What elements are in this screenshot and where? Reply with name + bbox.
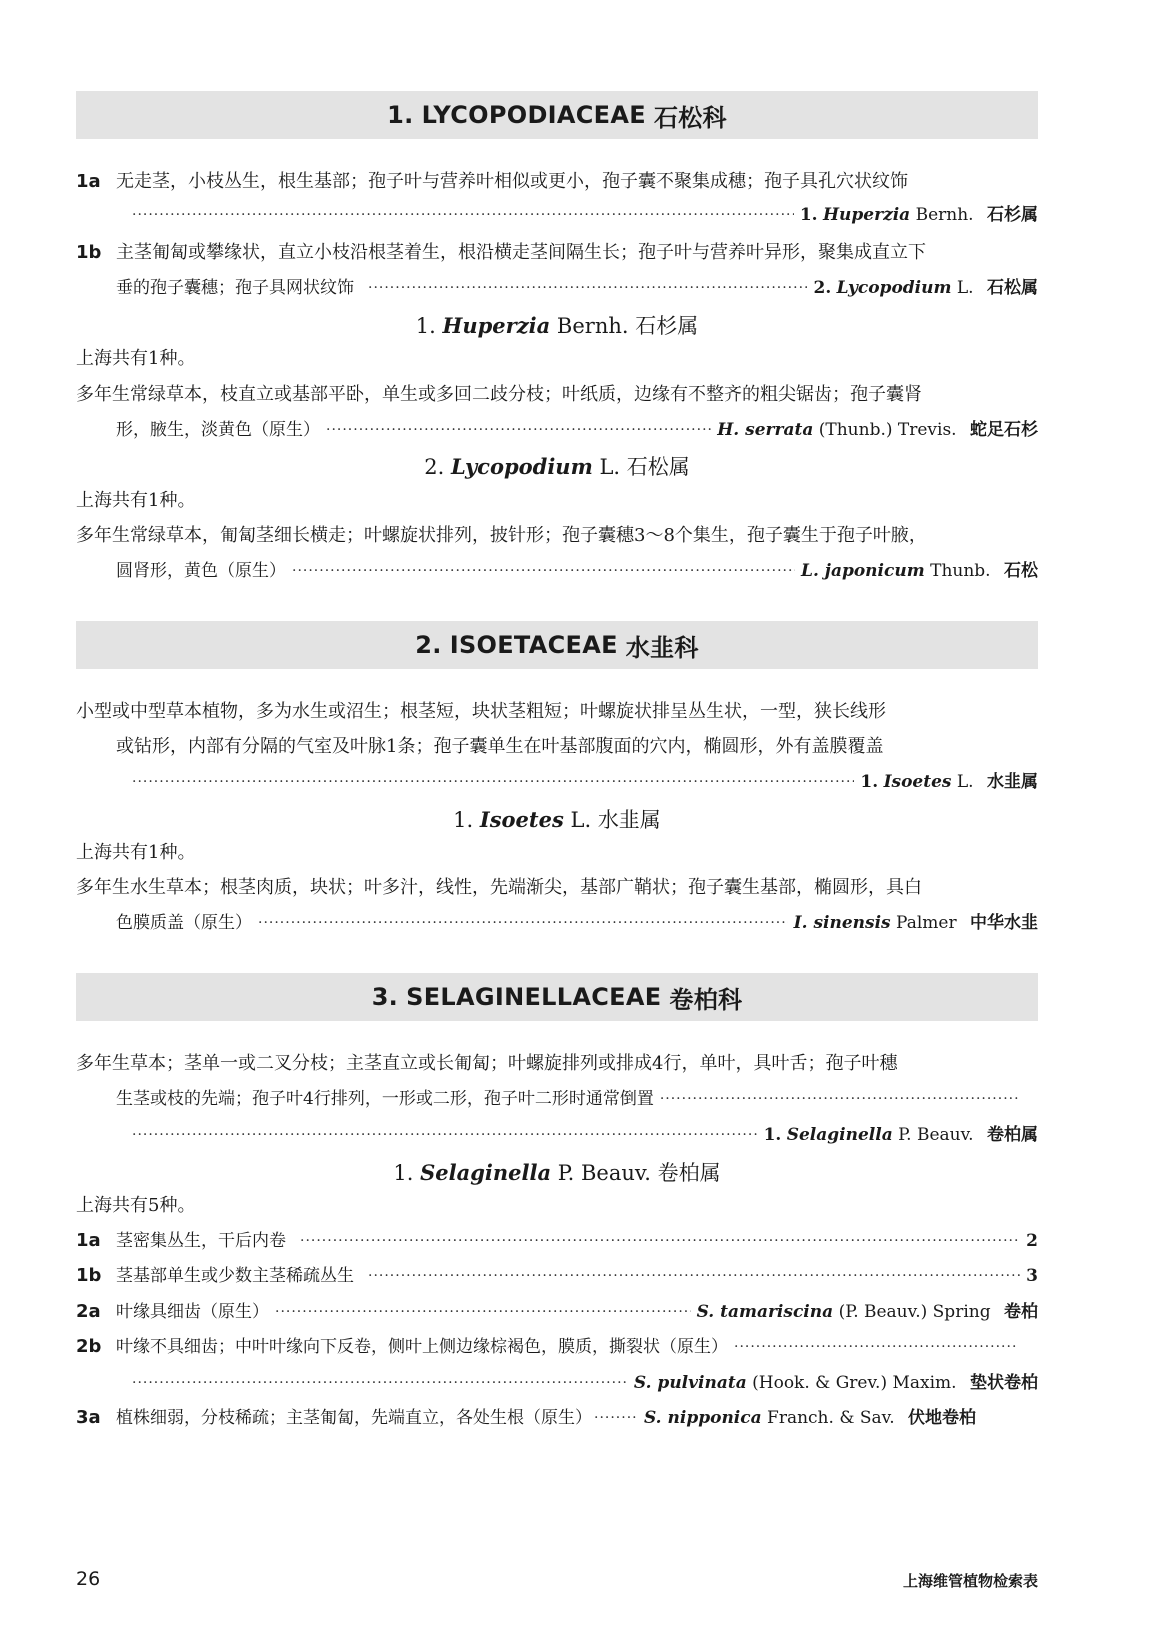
family-header-selaginellaceae <box>76 973 1038 1021</box>
key-line-2b <box>76 1332 1038 1362</box>
species-chinese-name: 伏地卷柏 <box>908 1408 977 1428</box>
species-author: (P. Beauv.) Spring <box>838 1302 991 1322</box>
species-entry-l-japonicum <box>76 556 1038 586</box>
genus-number: 2. <box>424 455 445 479</box>
species-entry-i-sinensis <box>76 908 1038 938</box>
key-code: 1b <box>76 242 102 263</box>
species-count: 上海共有1种。 <box>76 842 196 863</box>
species-author: Franch. & Sav. <box>767 1408 895 1428</box>
key-line-1b <box>76 1261 1038 1291</box>
species-author: (Thunb.) Trevis. <box>818 420 957 440</box>
description-text: 生茎或枝的先端；孢子叶4行排列，一形或二形，孢子叶二形时通常倒置 <box>116 1089 654 1109</box>
genus-author: L. <box>570 808 592 832</box>
result-number: 1. <box>860 772 879 792</box>
running-footer-title: 上海维管植物检索表 <box>902 1572 1038 1590</box>
genus-heading-huperzia <box>76 309 1038 343</box>
leader-dots <box>132 1120 758 1150</box>
key-line-3a <box>76 1403 1038 1433</box>
result-chinese-name: 石杉属 <box>987 205 1038 225</box>
family-number: 1. <box>387 101 414 129</box>
key-line-1b <box>76 238 1038 268</box>
genus-scientific-name: Lycopodium <box>450 454 593 479</box>
species-chinese-name: 卷柏 <box>1004 1302 1038 1322</box>
genus-number: 1. <box>415 314 436 338</box>
key-text: 茎密集丛生，干后内卷 <box>116 1231 286 1251</box>
species-author: Palmer <box>896 913 957 933</box>
family-number: 2. <box>415 631 442 659</box>
species-entry-h-serrata <box>76 415 1038 445</box>
result-author: P. Beauv. <box>898 1125 974 1145</box>
leader-dots <box>258 908 788 938</box>
species-count: 上海共有1种。 <box>76 490 196 511</box>
result-author: L. <box>956 772 974 792</box>
leader-dots <box>594 1403 638 1433</box>
family-description-line: 小型或中型草本植物，多为水生或沼生；根茎短，块状茎粗短；叶螺旋状排呈丛生状，一型，狭长线形 <box>76 701 886 722</box>
family-latin-name: ISOETACEAE <box>449 631 618 659</box>
key-line-2b-result <box>76 1368 1038 1398</box>
genus-scientific-name: Isoetes <box>479 807 564 832</box>
family-description-result <box>76 767 1038 797</box>
result-number: 1. <box>799 205 818 225</box>
family-chinese-name: 石松科 <box>653 103 727 132</box>
result-scientific-name: Lycopodium <box>836 278 952 298</box>
result-number: 2. <box>813 278 832 298</box>
family-latin-name: LYCOPODIACEAE <box>421 101 646 129</box>
genus-heading-selaginella <box>76 1156 1038 1190</box>
species-scientific-name: S. nipponica <box>644 1408 762 1428</box>
genus-number: 1. <box>393 1161 414 1185</box>
description-text: 色膜质盖（原生） <box>116 913 252 933</box>
genus-heading-lycopodium <box>76 450 1038 484</box>
family-number: 3. <box>371 983 399 1011</box>
leader-dots <box>368 273 807 303</box>
result-scientific-name: Isoetes <box>883 772 952 792</box>
key-line-2a <box>76 1297 1038 1327</box>
key-code: 1b <box>76 1265 102 1286</box>
key-target: 3 <box>1026 1266 1038 1286</box>
genus-scientific-name: Huperzia <box>442 313 551 338</box>
family-header-isoetaceae <box>76 621 1038 669</box>
species-author: Thunb. <box>930 561 991 581</box>
leader-dots <box>132 200 794 230</box>
family-description-line: 或钻形，内部有分隔的气室及叶脉1条；孢子囊单生在叶基部腹面的穴内，椭圆形，外有盖膜覆盖 <box>116 736 884 757</box>
species-chinese-name: 蛇足石杉 <box>970 420 1038 440</box>
family-latin-name: SELAGINELLACEAE <box>406 983 662 1011</box>
key-code: 2b <box>76 1336 102 1357</box>
species-scientific-name: L. japonicum <box>801 561 925 581</box>
species-scientific-name: H. serrata <box>717 420 814 440</box>
family-chinese-name: 卷柏科 <box>669 985 743 1014</box>
key-line-1a <box>76 167 1038 197</box>
key-code: 1a <box>76 1230 101 1251</box>
species-scientific-name: S. pulvinata <box>633 1373 747 1393</box>
key-text: 无走茎，小枝丛生，根生基部；孢子叶与营养叶相似或更小，孢子囊不聚集成穗；孢子具孔穴状纹饰 <box>116 171 908 192</box>
result-chinese-name: 石松属 <box>987 278 1038 298</box>
key-line-1a-result <box>76 200 1038 230</box>
result-number: 1. <box>763 1125 782 1145</box>
genus-author: P. Beauv. <box>557 1161 651 1185</box>
key-text: 垂的孢子囊穗；孢子具网状纹饰 <box>116 278 354 298</box>
result-chinese-name: 水韭属 <box>987 772 1038 792</box>
family-header-lycopodiaceae <box>76 91 1038 139</box>
description-text: 圆肾形，黄色（原生） <box>116 561 286 581</box>
family-description-result <box>76 1120 1038 1150</box>
leader-dots <box>292 556 795 586</box>
result-scientific-name: Selaginella <box>786 1125 893 1145</box>
key-line-1b-result <box>76 273 1038 303</box>
species-chinese-name: 中华水韭 <box>970 913 1038 933</box>
family-description-line <box>76 1084 1038 1114</box>
species-chinese-name: 石松 <box>1004 561 1038 581</box>
genus-description-line: 多年生水生草本；根茎肉质，块状；叶多汁，线性，先端渐尖，基部广鞘状；孢子囊生基部，椭圆形，具白 <box>76 877 922 898</box>
key-line-1a <box>76 1226 1038 1256</box>
genus-description-line: 多年生常绿草本，匍匐茎细长横走；叶螺旋状排列，披针形；孢子囊穗3～8个集生，孢子囊生于孢子叶腋， <box>76 525 927 546</box>
description-text: 形，腋生，淡黄色（原生） <box>116 420 320 440</box>
result-scientific-name: Huperzia <box>822 205 911 225</box>
genus-description-line: 多年生常绿草本，枝直立或基部平卧，单生或多回二歧分枝；叶纸质，边缘有不整齐的粗尖锯齿；孢子囊肾 <box>76 384 922 405</box>
result-chinese-name: 卷柏属 <box>987 1125 1038 1145</box>
species-scientific-name: S. tamariscina <box>696 1302 834 1322</box>
genus-author: L. <box>599 455 621 479</box>
key-code: 1a <box>76 171 101 192</box>
genus-chinese-name: 石松属 <box>626 455 690 479</box>
key-code: 3a <box>76 1407 101 1428</box>
leader-dots <box>300 1226 1020 1256</box>
species-chinese-name: 垫状卷柏 <box>970 1373 1038 1393</box>
family-description-line: 多年生草本；茎单一或二叉分枝；主茎直立或长匍匐；叶螺旋排列或排成4行，单叶，具叶舌；孢子叶穗 <box>76 1053 898 1074</box>
species-scientific-name: I. sinensis <box>793 913 891 933</box>
leader-dots <box>132 1368 628 1398</box>
species-count: 上海共有5种。 <box>76 1195 196 1216</box>
leader-dots <box>660 1084 1018 1114</box>
genus-chinese-name: 石杉属 <box>635 314 699 338</box>
key-text: 叶缘不具细齿；中叶叶缘向下反卷，侧叶上侧边缘棕褐色，膜质，撕裂状（原生） <box>116 1337 728 1357</box>
genus-author: Bernh. <box>556 314 629 338</box>
species-author: (Hook. & Grev.) Maxim. <box>752 1373 957 1393</box>
key-code: 2a <box>76 1301 101 1322</box>
leader-dots <box>326 415 711 445</box>
key-text: 主茎匍匐或攀缘状，直立小枝沿根茎着生，根沿横走茎间隔生长；孢子叶与营养叶异形，聚集成直立下 <box>116 242 926 263</box>
species-count: 上海共有1种。 <box>76 348 196 369</box>
genus-chinese-name: 水韭属 <box>597 808 661 832</box>
key-target: 2 <box>1026 1231 1038 1251</box>
leader-dots <box>275 1297 691 1327</box>
leader-dots <box>132 767 854 797</box>
result-author: Bernh. <box>915 205 974 225</box>
genus-chinese-name: 卷柏属 <box>657 1161 721 1185</box>
genus-scientific-name: Selaginella <box>420 1160 552 1185</box>
key-text: 叶缘具细齿（原生） <box>116 1302 269 1322</box>
key-text: 茎基部单生或少数主茎稀疏丛生 <box>116 1266 354 1286</box>
page-number: 26 <box>76 1568 101 1590</box>
result-author: L. <box>956 278 974 298</box>
genus-number: 1. <box>453 808 474 832</box>
family-chinese-name: 水韭科 <box>625 633 699 662</box>
genus-heading-isoetes <box>76 803 1038 837</box>
leader-dots <box>734 1332 1018 1362</box>
leader-dots <box>368 1261 1020 1291</box>
key-text: 植株细弱，分枝稀疏；主茎匍匐，先端直立，各处生根（原生） <box>116 1408 592 1428</box>
